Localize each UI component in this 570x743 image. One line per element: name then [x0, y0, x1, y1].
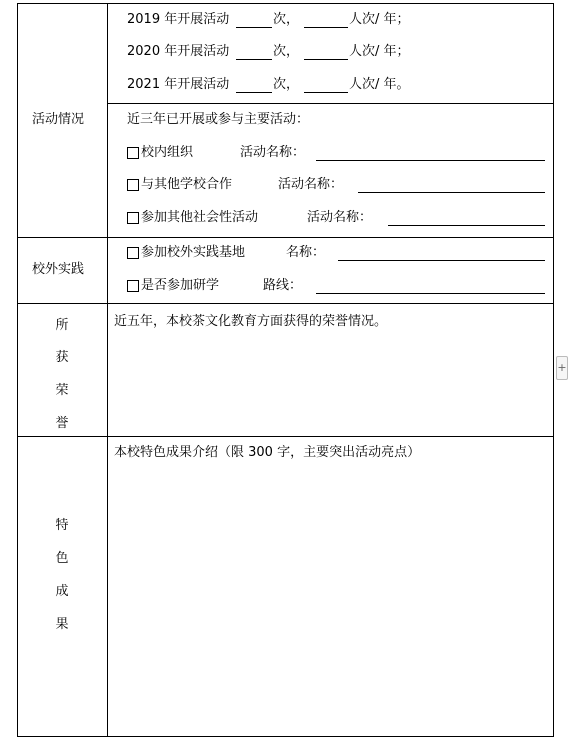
- label-column-divider: [107, 3, 108, 737]
- option-label: 参加其他社会性活动: [141, 210, 259, 225]
- achievements-label-char: 成: [55, 584, 69, 599]
- route-input-line[interactable]: [316, 293, 545, 294]
- people-unit: 人次/ 年；: [349, 12, 410, 27]
- checkbox[interactable]: [127, 147, 139, 159]
- option-label: 是否参加研学: [141, 278, 220, 293]
- base-name-input-line[interactable]: [338, 260, 545, 261]
- row-divider-off-campus: [17, 237, 554, 238]
- people-input-line[interactable]: [304, 59, 348, 60]
- field-label: 活动名称：: [307, 210, 373, 225]
- off-campus-label: 校外实践: [32, 262, 85, 277]
- times-unit: 次，: [273, 12, 300, 27]
- row-divider-honors: [17, 303, 554, 304]
- honors-content-area[interactable]: [110, 334, 550, 432]
- table-top-border: [17, 3, 554, 4]
- honors-label-char: 誉: [55, 416, 69, 431]
- achievements-label-char: 果: [55, 617, 69, 632]
- year-label: 2020 年开展活动: [127, 44, 230, 59]
- times-unit: 次，: [273, 44, 300, 59]
- times-input-line[interactable]: [236, 27, 272, 28]
- people-input-line[interactable]: [304, 92, 348, 93]
- field-label: 名称：: [286, 245, 326, 260]
- year-label: 2021 年开展活动: [127, 77, 230, 92]
- option-label: 校内组织: [141, 145, 194, 160]
- add-row-button[interactable]: +: [556, 356, 568, 380]
- activity-situation-intro: 近三年已开展或参与主要活动：: [127, 112, 310, 127]
- field-label: 路线：: [263, 278, 303, 293]
- times-input-line[interactable]: [236, 92, 272, 93]
- option-label: 参加校外实践基地: [141, 245, 246, 260]
- achievements-content-area[interactable]: [110, 466, 550, 732]
- honors-prompt: 近五年，本校茶文化教育方面获得的荣誉情况。: [114, 314, 388, 329]
- honors-label-char: 获: [55, 350, 69, 365]
- checkbox[interactable]: [127, 247, 139, 259]
- checkbox[interactable]: [127, 280, 139, 292]
- people-unit: 人次/ 年。: [349, 77, 410, 92]
- option-label: 与其他学校合作: [141, 177, 233, 192]
- row-divider-activity-situation-inner: [107, 103, 554, 104]
- honors-label-char: 荣: [55, 383, 69, 398]
- achievements-prompt: 本校特色成果介绍（限 300 字，主要突出活动亮点）: [114, 445, 421, 460]
- checkbox[interactable]: [127, 179, 139, 191]
- achievements-label-char: 色: [55, 551, 69, 566]
- table-left-border: [17, 3, 18, 737]
- checkbox[interactable]: [127, 212, 139, 224]
- field-label: 活动名称：: [240, 145, 306, 160]
- times-input-line[interactable]: [236, 59, 272, 60]
- people-unit: 人次/ 年；: [349, 44, 410, 59]
- field-label: 活动名称：: [278, 177, 344, 192]
- times-unit: 次，: [273, 77, 300, 92]
- activity-name-input-line[interactable]: [316, 160, 545, 161]
- honors-label-char: 所: [55, 318, 69, 333]
- table-right-border: [553, 3, 554, 737]
- activity-situation-label: 活动情况: [32, 112, 85, 127]
- activity-name-input-line[interactable]: [388, 225, 545, 226]
- row-divider-achievements: [17, 436, 554, 437]
- table-bottom-border: [17, 736, 554, 737]
- people-input-line[interactable]: [304, 27, 348, 28]
- achievements-label-char: 特: [55, 518, 69, 533]
- year-label: 2019 年开展活动: [127, 12, 230, 27]
- activity-name-input-line[interactable]: [358, 192, 545, 193]
